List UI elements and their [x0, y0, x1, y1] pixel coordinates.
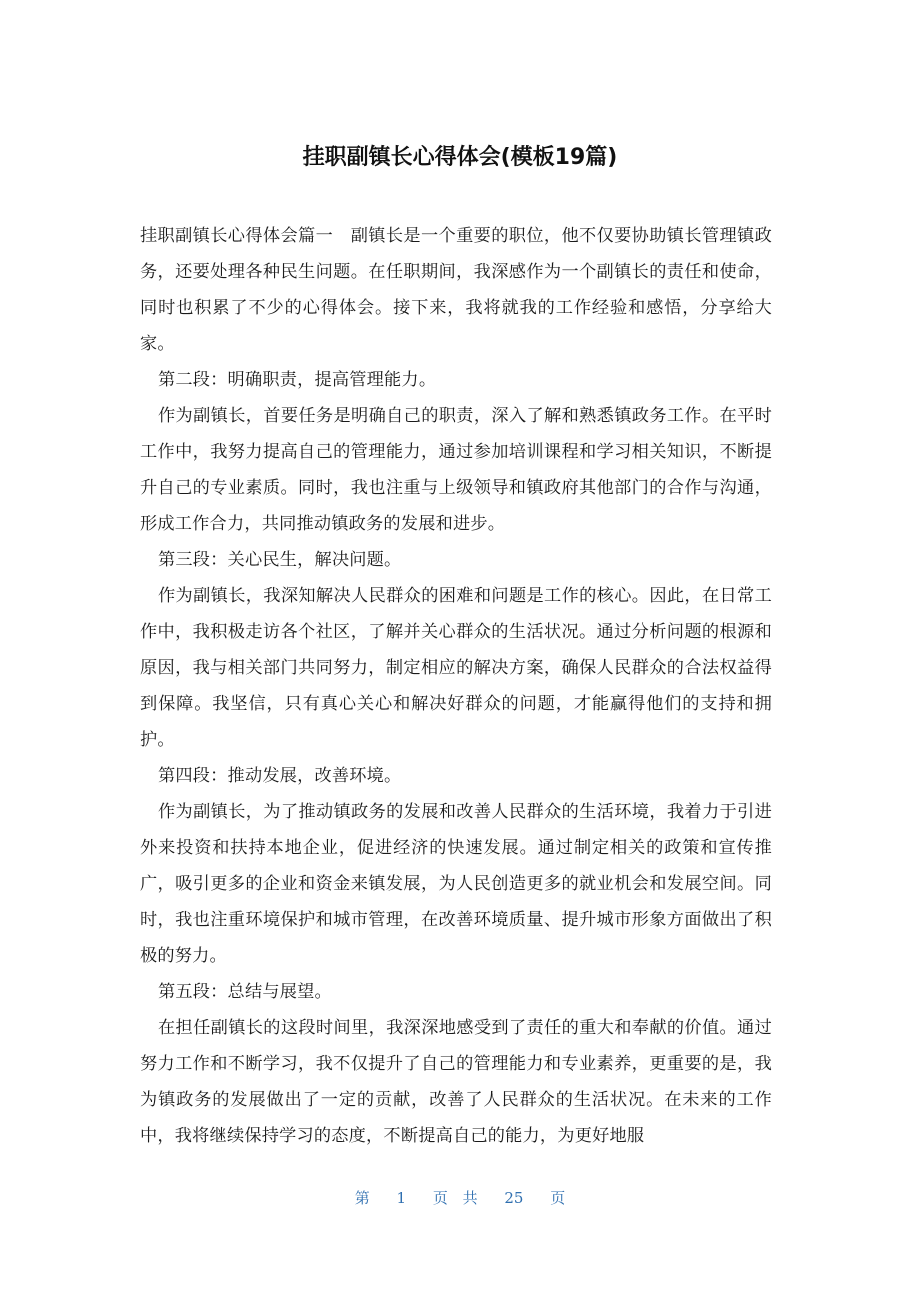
paragraph-section-2: 作为副镇长，首要任务是明确自己的职责，深入了解和熟悉镇政务工作。在平时工作中，我努力提高自己的管理能力，通过参加培训课程和学习相关知识，不断提升自己的专业素质。同时，我也注重与上级领导和镇政府其他部门的合作与沟通，形成工作合力，共同推动镇政务的发展和进步。 — [140, 406, 772, 534]
footer-label-page: 第 — [354, 1189, 370, 1207]
document-title: 挂职副镇长心得体会(模板19篇) — [302, 145, 618, 170]
document-body — [140, 218, 772, 1154]
section-heading-5: 第五段：总结与展望。 — [158, 982, 332, 1002]
section-heading-2: 第二段：明确职责，提高管理能力。 — [158, 370, 437, 390]
paragraph-section-4: 作为副镇长，为了推动镇政务的发展和改善人民群众的生活环境，我着力于引进外来投资和扶持本地企业，促进经济的快速发展。通过制定相关的政策和宣传推广，吸引更多的企业和资金来镇发展，为人民创造更多的就业机会和发展空间。同时，我也注重环境保护和城市管理，在改善环境质量、提升城市形象方面做出了积极的努力。 — [140, 802, 772, 966]
paragraph-section-5: 在担任副镇长的这段时间里，我深深地感受到了责任的重大和奉献的价值。通过努力工作和不断学习，我不仅提升了自己的管理能力和专业素养，更重要的是，我为镇政务的发展做出了一定的贡献，改善了人民群众的生活状况。在未来的工作中，我将继续保持学习的态度，不断提高自己的能力，为更好地服 — [140, 1018, 772, 1146]
section-heading-3: 第三段：关心民生，解决问题。 — [158, 550, 402, 570]
footer-total-pages: 25 — [504, 1189, 524, 1207]
footer-current-page: 1 — [396, 1189, 407, 1207]
section-heading-4: 第四段：推动发展，改善环境。 — [158, 766, 402, 786]
footer-label-of: 页 共 — [432, 1189, 478, 1207]
page-number-footer — [0, 1184, 920, 1212]
paragraph-intro: 挂职副镇长心得体会篇一 副镇长是一个重要的职位，他不仅要协助镇长管理镇政务，还要处理各种民生问题。在任职期间，我深感作为一个副镇长的责任和使命，同时也积累了不少的心得体会。接下来，我将就我的工作经验和感悟，分享给大家。 — [140, 226, 772, 354]
paragraph-section-3: 作为副镇长，我深知解决人民群众的困难和问题是工作的核心。因此，在日常工作中，我积极走访各个社区，了解并关心群众的生活状况。通过分析问题的根源和原因，我与相关部门共同努力，制定相应的解决方案，确保人民群众的合法权益得到保障。我坚信，只有真心关心和解决好群众的问题，才能赢得他们的支持和拥护。 — [140, 586, 772, 750]
footer-label-pages: 页 — [550, 1189, 566, 1207]
